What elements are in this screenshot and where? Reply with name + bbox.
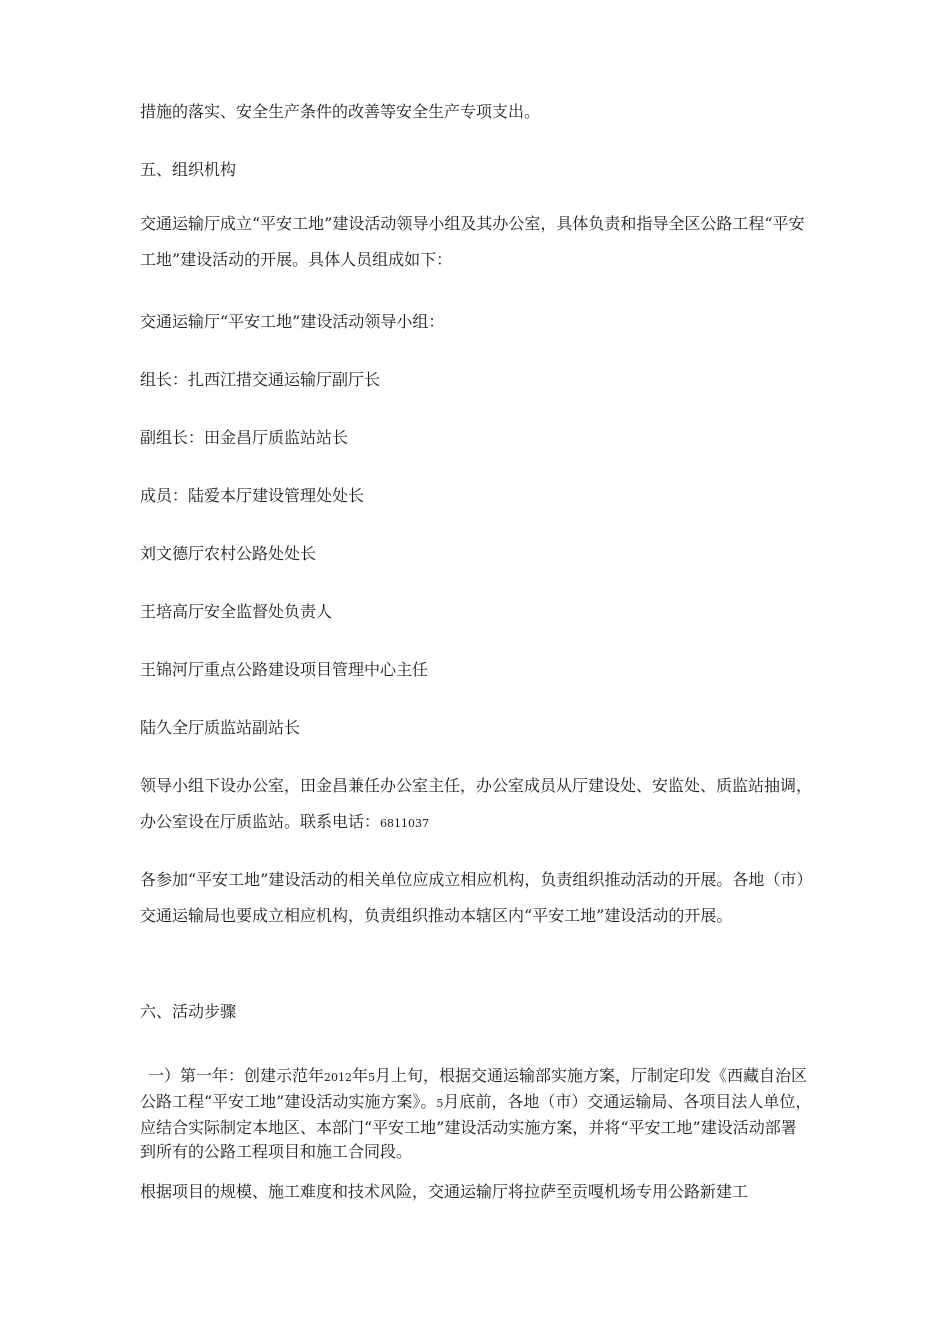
paragraph-member-4: 王锦河厅重点公路建设项目管理中心主任 (140, 660, 429, 679)
year-number: 2012 (324, 1071, 353, 1084)
paragraph-deputy-leader: 副组长：田金昌厅质监站站长 (140, 428, 349, 447)
paragraph-safety-expenditure: 措施的落实、安全生产条件的改善等安全生产专项支出。 (140, 102, 541, 121)
paragraph-group-leader: 组长：扎西江措交通运输厅副厅长 (140, 370, 381, 389)
paragraph-member-3: 王培高厅安全监督处负责人 (140, 602, 333, 621)
month-number-1: 5 (368, 1071, 376, 1084)
month-number-2: 5 (436, 1097, 444, 1110)
paragraph-leading-group-intro: 交通运输厅成立“平安工地”建设活动领导小组及其办公室，具体负责和指导全区公路工程“平安工地”建设活动的开展。具体人员组成如下： (140, 214, 805, 269)
section-heading-steps: 六、活动步骤 (140, 1002, 237, 1021)
paragraph-member-5: 陆久全厅质监站副站长 (140, 718, 301, 737)
paragraph-member-2: 刘文德厅农村公路处处长 (140, 544, 317, 563)
first-year-text-1: 月上旬，根据交通运输部实施方案，厅制定印发《西藏自治区公路工程“平安工地”建设活动实施方案》。 (140, 1066, 808, 1111)
paragraph-first-year (140, 1064, 812, 1164)
paragraph-participating-units: 各参加“平安工地”建设活动的相关单位应成立相应机构，负责组织推动活动的开展。各地（市）交通运输局也要成立相应机构，负责组织推动本辖区内“平安工地”建设活动的开展。 (140, 870, 805, 925)
paragraph-project-scale: 根据项目的规模、施工难度和技术风险，交通运输厅将拉萨至贡嘎机场专用公路新建工 (140, 1182, 749, 1201)
paragraph-office-setup (140, 768, 812, 842)
contact-phone: 6811037 (380, 817, 430, 830)
paragraph-leading-group-title: 交通运输厅“平安工地”建设活动领导小组： (140, 312, 445, 331)
first-year-text-2: 月底前，各地（市）交通运输局、各项目法人单位，应结合实际制定本地区、本部门“平安工地”建设活动实施方案，并将“平安工地”建设活动部署到所有的公路工程项目和施工合同段。 (140, 1092, 812, 1161)
section-heading-organization: 五、组织机构 (140, 160, 237, 179)
office-setup-text: 领导小组下设办公室，田金昌兼任办公室主任，办公室成员从厅建设处、安监处、质监站抽调，办公室设在厅质监站。联系电话： (140, 776, 813, 831)
year-char: 年 (352, 1066, 369, 1085)
paragraph-member-1: 成员：陆爱本厅建设管理处处长 (140, 486, 365, 505)
first-year-lead: 一）第一年：创建示范年 (148, 1066, 325, 1085)
